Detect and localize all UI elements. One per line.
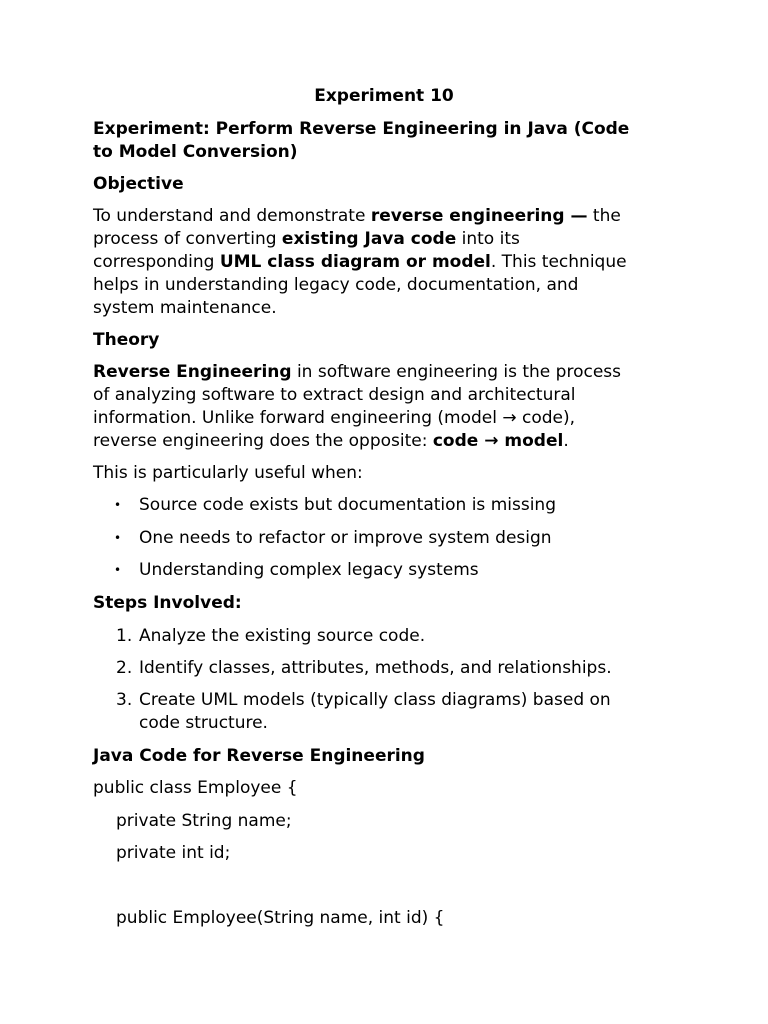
bullet-marker: • [114,563,122,577]
theory-heading: Theory [93,330,160,350]
step-number-1: 1. [116,626,133,646]
experiment-heading-line-1: Experiment: Perform Reverse Engineering in Java (Code [93,119,630,139]
code-line-constructor: public Employee(String name, int id) { [116,908,445,928]
code-line-class-decl: public class Employee { [93,778,298,798]
objective-heading: Objective [93,174,184,194]
objective-line-5: system maintenance. [93,298,277,318]
theory-line-4: reverse engineering does the opposite: code → model. [93,431,569,451]
bullet-item-3: Understanding complex legacy systems [139,560,479,580]
experiment-heading-line-2: to Model Conversion) [93,142,298,162]
code-line-field-id: private int id; [116,843,231,863]
code-line-field-name: private String name; [116,811,292,831]
java-code-heading: Java Code for Reverse Engineering [93,746,425,766]
step-number-2: 2. [116,658,133,678]
step-text-3: Create UML models (typically class diagrams) based on [139,690,611,710]
steps-heading: Steps Involved: [93,593,242,613]
objective-line-2: process of converting existing Java code into its [93,229,520,249]
step-text-3-continued: code structure. [139,713,268,733]
objective-line-3: corresponding UML class diagram or model. This technique [93,252,627,272]
bullet-marker: • [114,498,122,512]
theory-line-3: information. Unlike forward engineering (model → code), [93,408,576,428]
theory-line-2: of analyzing software to extract design and architectural [93,385,576,405]
step-number-3: 3. [116,690,133,710]
step-text-2: Identify classes, attributes, methods, and relationships. [139,658,612,678]
step-text-1: Analyze the existing source code. [139,626,426,646]
objective-line-4: helps in understanding legacy code, documentation, and [93,275,579,295]
bullet-item-2: One needs to refactor or improve system design [139,528,552,548]
page-title: Experiment 10 [314,86,454,106]
bullet-item-1: Source code exists but documentation is missing [139,495,556,515]
bullet-marker: • [114,531,122,545]
useful-intro: This is particularly useful when: [93,463,363,483]
objective-line-1: To understand and demonstrate reverse engineering — the [93,206,621,226]
theory-line-1: Reverse Engineering in software engineering is the process [93,362,621,382]
